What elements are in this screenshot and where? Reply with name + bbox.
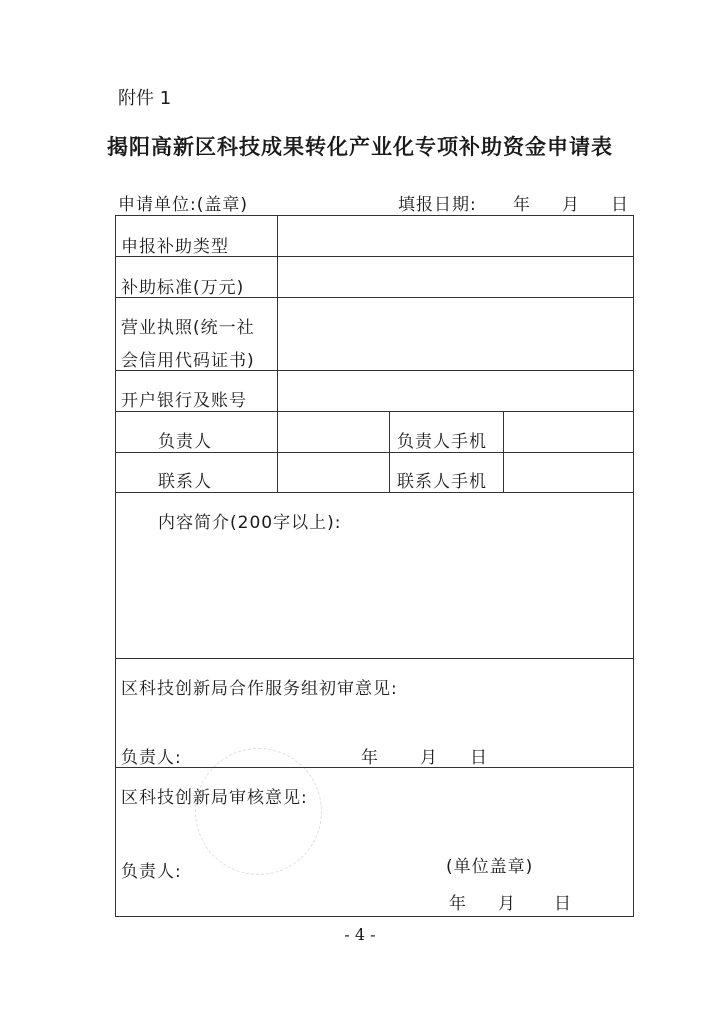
date-day: 日 — [611, 195, 629, 215]
license-label-line2: 会信用代码证书) — [121, 351, 255, 371]
person-in-charge-label: 负责人 — [158, 432, 212, 452]
subsidy-standard-label: 补助标准(万元) — [121, 278, 245, 298]
preliminary-review-day: 日 — [470, 748, 488, 768]
row-divider — [115, 658, 634, 659]
final-review-title: 区科技创新局审核意见: — [121, 788, 308, 808]
contact-phone-label: 联系人手机 — [397, 472, 487, 492]
bank-account-label: 开户银行及账号 — [121, 391, 247, 411]
preliminary-review-month: 月 — [420, 748, 438, 768]
content-summary-label: 内容简介(200字以上): — [158, 513, 342, 533]
row-divider — [115, 492, 634, 493]
date-month: 月 — [562, 195, 580, 215]
unit-seal-label: (单位盖章) — [446, 857, 534, 877]
column-divider — [503, 411, 504, 492]
faint-seal-mark — [195, 748, 322, 875]
preliminary-review-title: 区科技创新局合作服务组初审意见: — [121, 679, 398, 699]
subsidy-type-label: 申报补助类型 — [121, 237, 229, 257]
license-label-line1: 营业执照(统一社 — [121, 318, 255, 338]
row-divider — [115, 411, 634, 412]
row-divider — [115, 452, 634, 453]
form-title: 揭阳高新区科技成果转化产业化专项补助资金申请表 — [107, 135, 613, 159]
attachment-label: 附件 1 — [118, 88, 172, 109]
date-year: 年 — [513, 195, 531, 215]
preliminary-review-year: 年 — [361, 748, 379, 768]
page-number: - 4 - — [344, 925, 376, 944]
date-label: 填报日期: — [398, 195, 477, 215]
final-review-month: 月 — [498, 894, 516, 914]
person-in-charge-phone-label: 负责人手机 — [397, 432, 487, 452]
contact-label: 联系人 — [158, 472, 212, 492]
column-divider — [389, 411, 390, 492]
preliminary-review-signer: 负责人: — [121, 748, 182, 768]
final-review-day: 日 — [554, 894, 572, 914]
column-divider — [277, 215, 278, 492]
final-review-signer: 负责人: — [121, 862, 182, 882]
applicant-label: 申请单位:(盖章) — [118, 195, 248, 215]
final-review-year: 年 — [449, 894, 467, 914]
